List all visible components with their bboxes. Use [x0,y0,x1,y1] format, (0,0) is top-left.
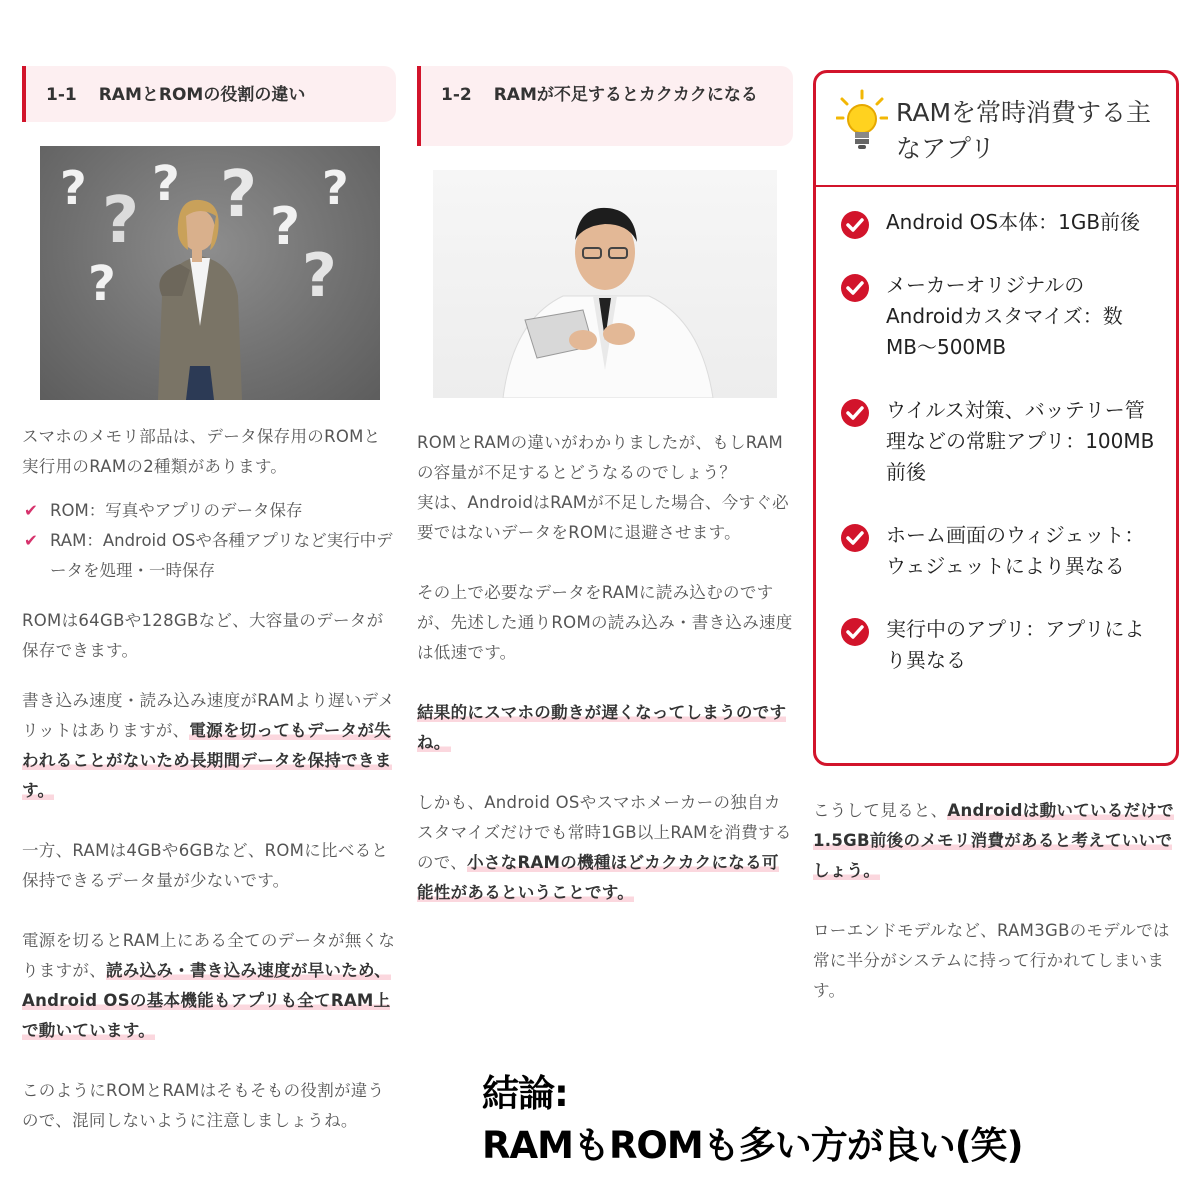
list-item-text: ROM：写真やアプリのデータ保存 [50,501,303,520]
paragraph [813,796,1179,886]
paragraph-text: しかも、Android OSやスマホメーカーの独自カスタマイズだけでも常時1GB以上RAMを消費するので、 [417,793,792,872]
list-item-text: ホーム画面のウィジェット：ウェジェットにより異なる [886,523,1145,578]
svg-text:?: ? [102,184,140,258]
check-list [22,496,396,586]
heading-number: 1-1 [46,85,77,105]
lightbulb-icon [836,89,888,155]
section-1-2 [417,66,793,908]
heading-text: RAMが不足するとカクカクになる [493,85,758,105]
list-item-text: 実行中のアプリ：アプリにより異なる [886,617,1145,672]
highlight-text: 小さなRAMの機種ほどカクカクになる可能性があるということです。 [417,853,779,902]
photo-illustration [40,146,380,400]
check-circle-icon [840,523,870,562]
list-item-text: ウイルス対策、バッテリー管理などの常駐アプリ：100MB前後 [886,398,1155,484]
paragraph-text: 実は、AndroidはRAMが不足した場合、今すぐ必要ではないデータをROMに退避させます。 [417,493,789,542]
heading-number: 1-2 [441,85,472,105]
paragraph [417,698,793,758]
doctor-tablet-photo [433,170,777,398]
heading-text: RAMとROMの役割の違い [98,85,306,105]
svg-text:?: ? [60,161,87,215]
conclusion-line-2: RAMもROMも多い方が良い(笑) [482,1124,1023,1167]
check-circle-icon [840,273,870,312]
list-item [22,526,396,586]
ram-apps-box [813,70,1179,766]
paragraph-text: 書き込み速度・読み込み速度がRAMより遅いデメリットはありますが、 [22,691,395,740]
confused-woman-photo [40,146,380,400]
section-1-1 [22,66,396,1136]
paragraph: スマホのメモリ部品は、データ保存用のROMと実行用のRAMの2種類があります。 [22,427,381,476]
paragraph: その上で必要なデータをRAMに読み込むのですが、先述した通りROMの読み込み・書き込み速度は低速です。 [417,583,793,662]
paragraph: ROMは64GBや128GBなど、大容量のデータが保存できます。 [22,611,384,660]
check-circle-icon [840,398,870,437]
paragraph-text: 電源を切るとRAM上にある全てのデータが無くなりますが、 [22,931,396,980]
box-header [816,73,1176,187]
paragraph [22,686,396,806]
list-item [22,496,396,526]
check-circle-icon [840,210,870,249]
svg-text:?: ? [220,158,258,232]
paragraph [22,926,396,1046]
box-title: RAMを常時消費する主なアプリ [896,98,1152,163]
list-item [840,614,1160,676]
photo-illustration [433,170,777,398]
highlight-text: 結果的にスマホの動きが遅くなってしまうのですね。 [417,703,787,752]
highlight-text: Androidは動いているだけで1.5GB前後のメモリ消費があると考えていいでしょう。 [813,801,1174,880]
section-heading [22,66,396,122]
paragraph: 一方、RAMは4GBや6GBなど、ROMに比べると保持できるデータ量が少ないです。 [22,841,389,890]
conclusion-text [482,1068,1023,1172]
list-item [840,520,1160,582]
list-item-text: メーカーオリジナルのAndroidカスタマイズ：数MB〜500MB [886,273,1123,359]
svg-text:?: ? [88,256,116,312]
ram-apps-list [816,187,1176,676]
paragraph: ローエンドモデルなど、RAM3GBのモデルでは常に半分がシステムに持って行かれてしまいます。 [813,921,1170,1000]
paragraph [417,788,793,908]
check-icon: ✔ [24,531,38,550]
highlight-text: 電源を切ってもデータが失われることがないため長期間データを保持できます。 [22,721,392,800]
ram-apps-column [813,70,1179,1006]
list-item [840,395,1160,488]
svg-text:?: ? [322,161,349,215]
paragraph [417,428,793,548]
svg-text:?: ? [270,197,301,257]
paragraph: このようにROMとRAMはそもそもの役割が違うので、混同しないように注意しましょうね。 [22,1081,385,1130]
list-item-text: RAM：Android OSや各種アプリなど実行中データを処理・一時保存 [50,531,393,580]
paragraph-text: こうして見ると、 [813,801,948,820]
section-heading [417,66,793,146]
conclusion-line-1: 結論: [482,1072,568,1115]
svg-text:?: ? [302,241,337,311]
check-icon: ✔ [24,501,38,520]
list-item-text: Android OS本体：1GB前後 [886,210,1141,234]
list-item [840,270,1160,363]
list-item [840,207,1160,238]
check-circle-icon [840,617,870,656]
paragraph-text: ROMとRAMの違いがわかりましたが、もしRAMの容量が不足するとどうなるのでしょう？ [417,433,784,482]
highlight-text: 読み込み・書き込み速度が早いため、Android OSの基本機能もアプリも全てRAM上で動いています。 [22,961,391,1040]
svg-text:?: ? [152,156,180,212]
